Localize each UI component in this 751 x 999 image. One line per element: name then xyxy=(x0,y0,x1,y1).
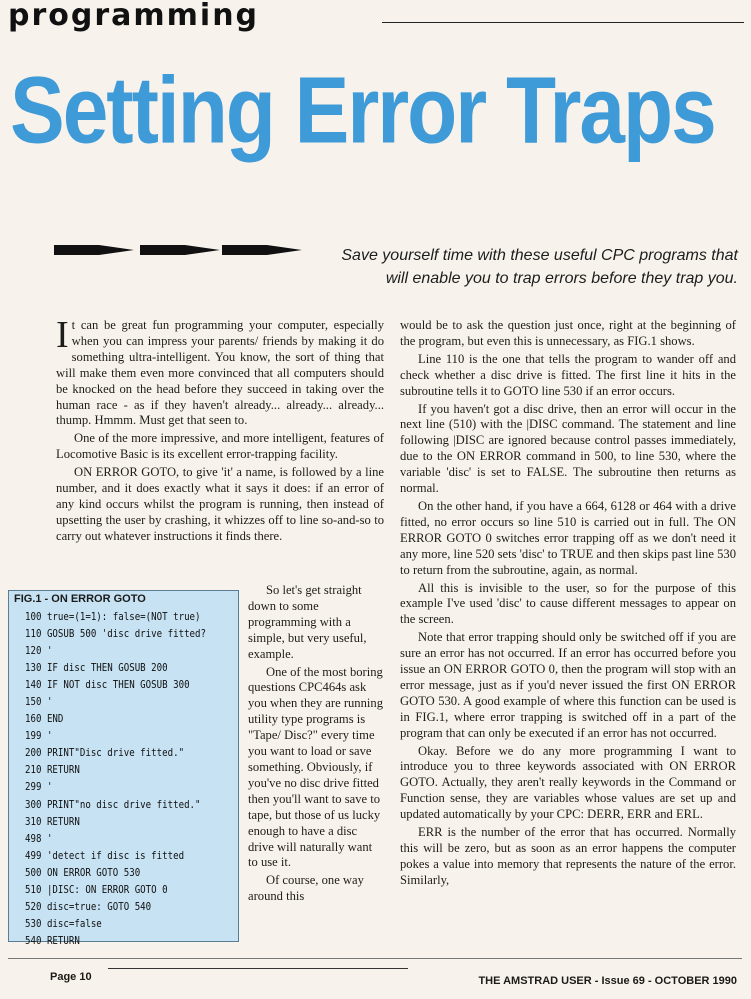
page-number: Page 10 xyxy=(50,971,92,983)
code-line: 160 END xyxy=(25,713,64,726)
code-listing-box xyxy=(8,590,239,947)
section-label: programming xyxy=(8,0,260,33)
code-line: 540 RETURN xyxy=(25,934,80,947)
arrow-decoration xyxy=(54,240,324,260)
code-line: 498 ' xyxy=(25,832,53,845)
paragraph: On the other hand, if you have a 664, 6128 or 464 with a drive fitted, no error occurs so line 510 is carried out in full. The ON ERROR GOTO 0 switches error trapping off as we don't need it any more, line 520 sets 'disc' to TRUE and then skips past line 530 to return from the subroutine, again, as normal. xyxy=(400,498,736,577)
paragraph: Note that error trapping should only be switched off if you are sure an error has not occurred. If an error has occurred before you issue an ON ERROR GOTO 0, then the program will stop with an error message, just as if you'd never issued the first ON ERROR GOTO 530. A good example of where this function can be used is in FIG.1, where error trapping is switched off in a part of the program that can only be executed if an error has not occurred. xyxy=(400,630,736,740)
article-title: Setting Error Traps xyxy=(10,58,715,163)
code-line: 510 |DISC: ON ERROR GOTO 0 xyxy=(25,883,168,896)
standfirst: Save yourself time with these useful CPC programs that will enable you to trap errors before they trap you. xyxy=(341,247,738,287)
arrow-icon xyxy=(222,240,302,260)
code-line: 150 ' xyxy=(25,696,53,709)
paragraph xyxy=(56,314,384,429)
listing-title: FIG.1 - ON ERROR GOTO xyxy=(14,593,146,605)
column-1 xyxy=(56,314,384,547)
paragraph: One of the most boring questions CPC464s ask you when they are running utility type programs is "Tape/ Disc?" every time you want to load or save something. Obviously, if you've no disc drive fitted then you'll want to save to tape, but those of us lucky enough to have a disc drive will naturally want to use it. xyxy=(248,664,383,870)
code-line: 530 disc=false xyxy=(25,917,102,930)
section-rule xyxy=(382,22,744,23)
listing-lines xyxy=(9,609,238,950)
code-line: 499 'detect if disc is fitted xyxy=(25,849,185,862)
code-line: 100 true=(1=1): false=(NOT true) xyxy=(25,611,201,623)
paragraph: If you haven't got a disc drive, then an error will occur in the next line (510) with the |DISC command. The statement and line following |DISC are ignored because control passes immediately, due to the ON ERROR command in 500, to line 530, where the variable 'disc' is set to FALSE. The subroutine then returns as normal. xyxy=(400,401,736,496)
paragraph: would be to ask the question just once, right at the beginning of the program, but even this is unnecessary, as FIG.1 shows. xyxy=(400,318,736,348)
code-line: 130 IF disc THEN GOSUB 200 xyxy=(25,662,168,675)
paragraph: Line 110 is the one that tells the program to wander off and check whether a disc drive is fitted. The first line it hits in the subroutine tells it to GOTO line 530 if an error occurs. xyxy=(400,351,736,398)
code-line: 120 ' xyxy=(25,645,53,658)
paragraph: All this is invisible to the user, so for the purpose of this example I've used 'disc' to cause different messages to appear on the screen. xyxy=(400,580,736,627)
code-line: 300 PRINT"no disc drive fitted." xyxy=(25,798,201,811)
code-line: 140 IF NOT disc THEN GOSUB 300 xyxy=(25,679,190,692)
code-line: 199 ' xyxy=(25,730,53,743)
paragraph: Okay. Before we do any more programming I want to introduce you to three keywords associated with ON ERROR GOTO. Actually, they aren't really keywords in the Command or Function sense, they are variables whose values are set up and updated automatically by your CPC: DERR, ERR and ERL. xyxy=(400,743,736,822)
paragraph: Of course, one way around this xyxy=(248,873,364,904)
code-line: 200 PRINT"Disc drive fitted." xyxy=(25,747,185,760)
code-line: 500 ON ERROR GOTO 530 xyxy=(25,866,141,879)
paragraph: So let's get straight down to some programming with a simple, but very useful, example. xyxy=(248,583,367,661)
code-line: 210 RETURN xyxy=(25,764,80,777)
paragraph: One of the more impressive, and more intelligent, features of Locomotive Basic is its excellent error-trapping facility. xyxy=(56,431,384,462)
code-line: 520 disc=true: GOTO 540 xyxy=(25,900,152,913)
code-line: 310 RETURN xyxy=(25,815,80,828)
code-line: 110 GOSUB 500 'disc drive fitted? xyxy=(25,628,207,641)
footer-rule xyxy=(8,958,742,959)
arrow-icon xyxy=(140,240,220,260)
code-line: 299 ' xyxy=(25,781,53,794)
issue-info: THE AMSTRAD USER - Issue 69 - OCTOBER 1990 xyxy=(478,975,737,987)
arrow-icon xyxy=(54,240,134,260)
column-1-narrow xyxy=(248,583,384,907)
paragraph-text: t can be great fun programming your computer, especially when you can impress your parents/ friends by making it do something ultra-intelligent. You know, the sort of thing that will make them even more convinced that all computers should be knocked on the head before they succeed in taking over the human race - as if they haven't already... already... already... thump. Hmmm. Must get that seen to. xyxy=(56,318,384,428)
drop-cap: I xyxy=(56,314,69,356)
footer-rule-short xyxy=(108,968,408,969)
paragraph: ON ERROR GOTO, to give 'it' a name, is followed by a line number, and it does exactly what it says it does: if an error of any kind occurs whilst the program is running, then instead of upsetting the user by crashing, it whizzes off to line so-and-so to carry out whatever instructions it finds there. xyxy=(56,465,384,543)
paragraph: ERR is the number of the error that has occurred. Normally this will be zero, but as soon as an error happens the computer pokes a value into memory that represents the nature of the error. Similarly, xyxy=(400,825,736,887)
column-2 xyxy=(400,318,736,891)
